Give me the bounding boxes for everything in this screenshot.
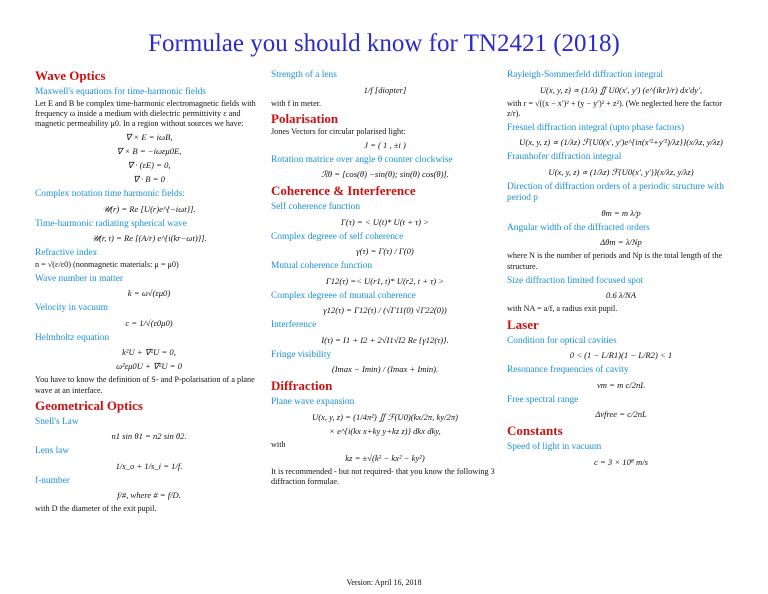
section-heading: Laser (507, 316, 539, 332)
section-heading: Geometrical Optics (35, 397, 143, 413)
subsection-heading: Complex degreee of mutual coherence (271, 290, 416, 301)
subsection-heading: Plane wave expansion (271, 397, 355, 408)
subsection-heading: Rayleigh-Sommerfeld diffraction integral (507, 70, 664, 80)
equation: ∇ × B = −iωεμ0E, (116, 146, 182, 157)
body-text: with f in meter. (271, 98, 322, 108)
subsection-heading: Time-harmonic radiating spherical wave (35, 218, 187, 229)
equation: kz = ±√(k² − kx² − ky²) (345, 453, 425, 464)
equation: k = ω√(εμ0) (127, 288, 171, 299)
body-text: Jones Vectors for circular polarised light: (271, 126, 406, 136)
section-heading: Constants (507, 423, 563, 439)
subsection-heading: Rotation matrice over angle θ counter clockwise (271, 154, 453, 165)
page-title: Formulae you should know for TN2421 (2018) (148, 30, 620, 57)
subsection-heading: Complex notation time harmonic fields: (35, 189, 185, 200)
body-text: You have to know the definition of S- and P-polarisation of a plane wave at an interface. (35, 375, 255, 395)
subsection-heading: Refractive index (35, 248, 98, 259)
equation: ω²εμ0U + ∇²U = 0 (116, 361, 182, 372)
body-text: with (271, 439, 286, 449)
subsection-heading: Lens law (35, 446, 70, 457)
equation: c = 3 × 10⁸ m/s (594, 456, 648, 467)
version-footer: Version: April 16, 2018 (346, 578, 422, 587)
subsection-heading: Helmholtz equation (35, 332, 110, 343)
equation: U(x, y, z) ∝ (1/λ) ∬ U0(x′, y′) (e^{ikr}/r) dx′dy′, (539, 84, 703, 95)
body-text: Let E and B be complex time-harmonic electromagnetic fields with frequency ω inside a medium with dielectric permittivity ε and magnetic permeability μ0. In a region without sources we have: (35, 98, 256, 128)
body-text: It is recommended - but not required- that you know the following 3 diffraction formulae. (271, 467, 495, 487)
equation: ℛθ = [cos(θ) −sin(θ); sin(θ) cos(θ)]. (321, 169, 449, 180)
equation: γ(τ) = Γ(τ) / Γ(0) (356, 246, 414, 257)
section-heading: Polarisation (271, 110, 339, 126)
subsection-heading: Direction of diffraction orders of a periodic structure with period p (507, 181, 724, 204)
equation: Δνfree = c/2nL (595, 409, 647, 420)
equation: θm = m λ/p (601, 207, 641, 218)
equation: Δθm = λ/Np (600, 237, 642, 248)
subsection-heading: Strength of a lens (271, 70, 337, 80)
body-text: with D the diameter of the exit pupil. (35, 504, 157, 514)
equation: c = 1/√(ε0μ0) (125, 317, 173, 328)
equation: 1/f [diopter] (363, 84, 407, 95)
equation: Γ(τ) = < U(t)* U(t + τ) > (341, 216, 429, 227)
subsection-heading: f-number (35, 475, 70, 486)
subsection-heading: Condition for optical cavities (507, 335, 617, 346)
subsection-heading: Fringe visibility (271, 349, 332, 360)
body-text: where N is the number of periods and Np is the total length of the structure. (507, 251, 723, 271)
subsection-heading: Self coherence function (271, 202, 361, 213)
body-text: n = √(ε/ε0) (nonmagnetic materials: μ = μ0) (35, 259, 179, 269)
body-text: with r = √((x − x′)² + (y − y′)² + z²). (We neglected here the factor z/r). (507, 98, 722, 118)
section-heading: Diffraction (271, 378, 333, 394)
equation: × e^{i(kx x+ky y+kz z)} dkx dky, (329, 425, 441, 436)
equation: ∇ × E = iωB, (125, 132, 173, 143)
subsection-heading: Size diffraction limited focused spot (507, 275, 644, 286)
equation: Γ12(τ) =< U(r1, t)* U(r2, t + τ) > (325, 275, 445, 286)
column-1 (35, 66, 263, 514)
subsection-heading: Snell's Law (35, 416, 79, 427)
equation: f/#, where # = f/D. (117, 490, 181, 501)
equation: n1 sin θ1 = n2 sin θ2. (111, 431, 187, 442)
subsection-heading: Angular width of the diffracted orders (507, 222, 650, 233)
section-heading: Wave Optics (35, 68, 106, 83)
subsection-heading: Fraunhofer diffraction integral (507, 152, 622, 163)
subsection-heading: Maxwell's equations for time-harmonic fields (35, 87, 206, 97)
equation: (Imax − Imin) / (Imax + Imin). (331, 364, 439, 375)
column-2 (271, 66, 499, 488)
equation: 𝒰(r) = Re [U(r)e^{−iωt}]. (102, 203, 196, 214)
equation: 0.6 λ/NA (606, 290, 636, 301)
column-3 (507, 66, 735, 471)
subsection-heading: Fresnel diffraction integral (upto phase factors) (507, 122, 685, 133)
equation: U(x, y, z) ∝ (1/λz) ℱ{U0(x′, y′)e^{iπ(x′²+y′²)/λz}}(x/λz, y/λz) (519, 137, 723, 148)
equation: U(x, y, z) = (1/4π²) ∬ ℱ(U0)(kx/2π, ky/2π) (311, 411, 459, 422)
equation: γ12(τ) = Γ12(τ) / (√Γ11(0) √Γ22(0)) (323, 305, 447, 316)
body-text: with NA = a/f, a radius exit pupil. (507, 304, 618, 314)
equation: J = ( 1 , ±i ) (364, 139, 406, 150)
subsection-heading: Interference (271, 320, 317, 331)
subsection-heading: Wave number in matter (35, 273, 124, 284)
equation: ∇ · B = 0 (133, 174, 165, 185)
equation: 𝒰(r, t) = Re [(A/r) e^{i(kr−ωt)}]. (91, 233, 207, 244)
equation: 1/s_o + 1/s_i = 1/f. (115, 460, 183, 471)
subsection-heading: Complex degreee of self coherence (271, 231, 404, 242)
subsection-heading: Velocity in vacuum (35, 303, 108, 314)
equation: ∇ · (εE) = 0, (127, 160, 171, 171)
equation: 0 < (1 − L/R1)(1 − L/R2) < 1 (569, 350, 673, 361)
subsection-heading: Free spectral range (507, 394, 579, 405)
section-heading: Coherence & Interference (271, 183, 416, 199)
equation: k²U + ∇²U = 0, (122, 347, 176, 358)
subsection-heading: Mutual coherence function (271, 261, 373, 272)
equation: U(x, y, z) ∝ (1/λz) ℱ{U0(x′, y′)}(x/λz, y/λz) (548, 166, 694, 177)
equation: νm = m c/2nL (596, 379, 646, 390)
subsection-heading: Speed of light in vacuum (507, 442, 602, 453)
equation: I(τ) = I1 + I2 + 2√I1√I2 Re {γ12(τ)}. (321, 334, 449, 345)
subsection-heading: Resonance frequencies of cavity (507, 365, 629, 376)
